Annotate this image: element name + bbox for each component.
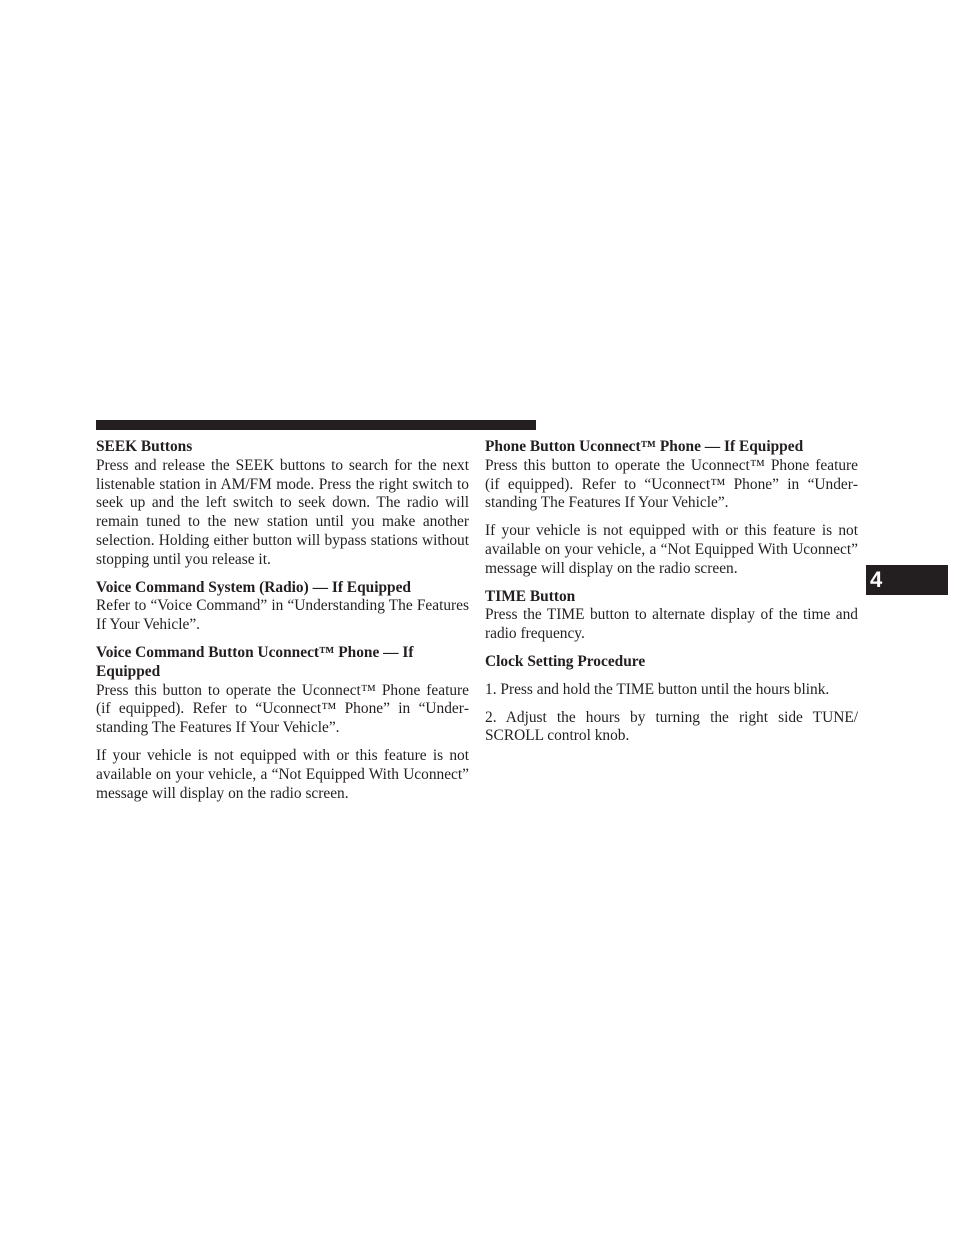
seek-buttons-body: Press and release the SEEK buttons to search for the next listenable station in AM/FM mode. Press the right switch to seek up and the left switch to seek down. The radio will remain tuned to the new station until you make another selection. Holding either button will bypass stations without stopping until you release it.: [96, 456, 469, 568]
phone-button-heading: Phone Button Uconnect™ Phone — If Equipped: [485, 438, 804, 455]
phone-button-body-2: If your vehicle is not equipped with or this feature is not available on your vehicle, a “Not Equipped With Uconnect” message will display on the radio screen.: [485, 522, 858, 577]
voice-command-system-section: [96, 579, 469, 635]
header-rule: [96, 420, 536, 430]
phone-button-body-1: Press this button to operate the Uconnect™ Phone feature (if equipped). Refer to “Uconnect™ Phone” in “Understanding The Features If Your Vehicle”.: [485, 456, 858, 512]
voice-command-system-body: Refer to “Voice Command” in “Understanding The Features If Your Vehicle”.: [96, 597, 469, 634]
seek-buttons-section: [96, 438, 469, 570]
seek-buttons-heading: SEEK Buttons: [96, 438, 193, 455]
voice-command-button-heading: Voice Command Button Uconnect™ Phone — If Equipped: [96, 643, 414, 680]
chapter-tab: 4: [866, 565, 948, 595]
clock-setting-step-2: 2. Adjust the hours by turning the right side TUNE/ SCROLL control knob.: [485, 708, 858, 745]
time-button-section: [485, 588, 858, 644]
left-column: [96, 438, 469, 812]
voice-command-button-section: [96, 644, 469, 803]
right-column: [485, 438, 858, 755]
voice-command-system-heading: Voice Command System (Radio) — If Equipped: [96, 578, 411, 596]
phone-button-section: [485, 438, 858, 579]
time-button-heading: TIME Button: [485, 587, 576, 605]
time-button-body: Press the TIME button to alternate display of the time and radio frequency.: [485, 606, 858, 643]
voice-command-button-body-1: Press this button to operate the Uconnect™ Phone feature (if equipped). Refer to “Uconnect™ Phone” in “Understanding The Features If Your Vehicle”.: [96, 681, 469, 737]
clock-setting-step-1: 1. Press and hold the TIME button until the hours blink.: [485, 680, 830, 698]
clock-setting-section: [485, 653, 858, 746]
voice-command-button-body-2: If your vehicle is not equipped with or this feature is not available on your vehicle, a “Not Equipped With Uconnect” message will display on the radio screen.: [96, 746, 469, 802]
clock-setting-heading: Clock Setting Procedure: [485, 652, 646, 670]
